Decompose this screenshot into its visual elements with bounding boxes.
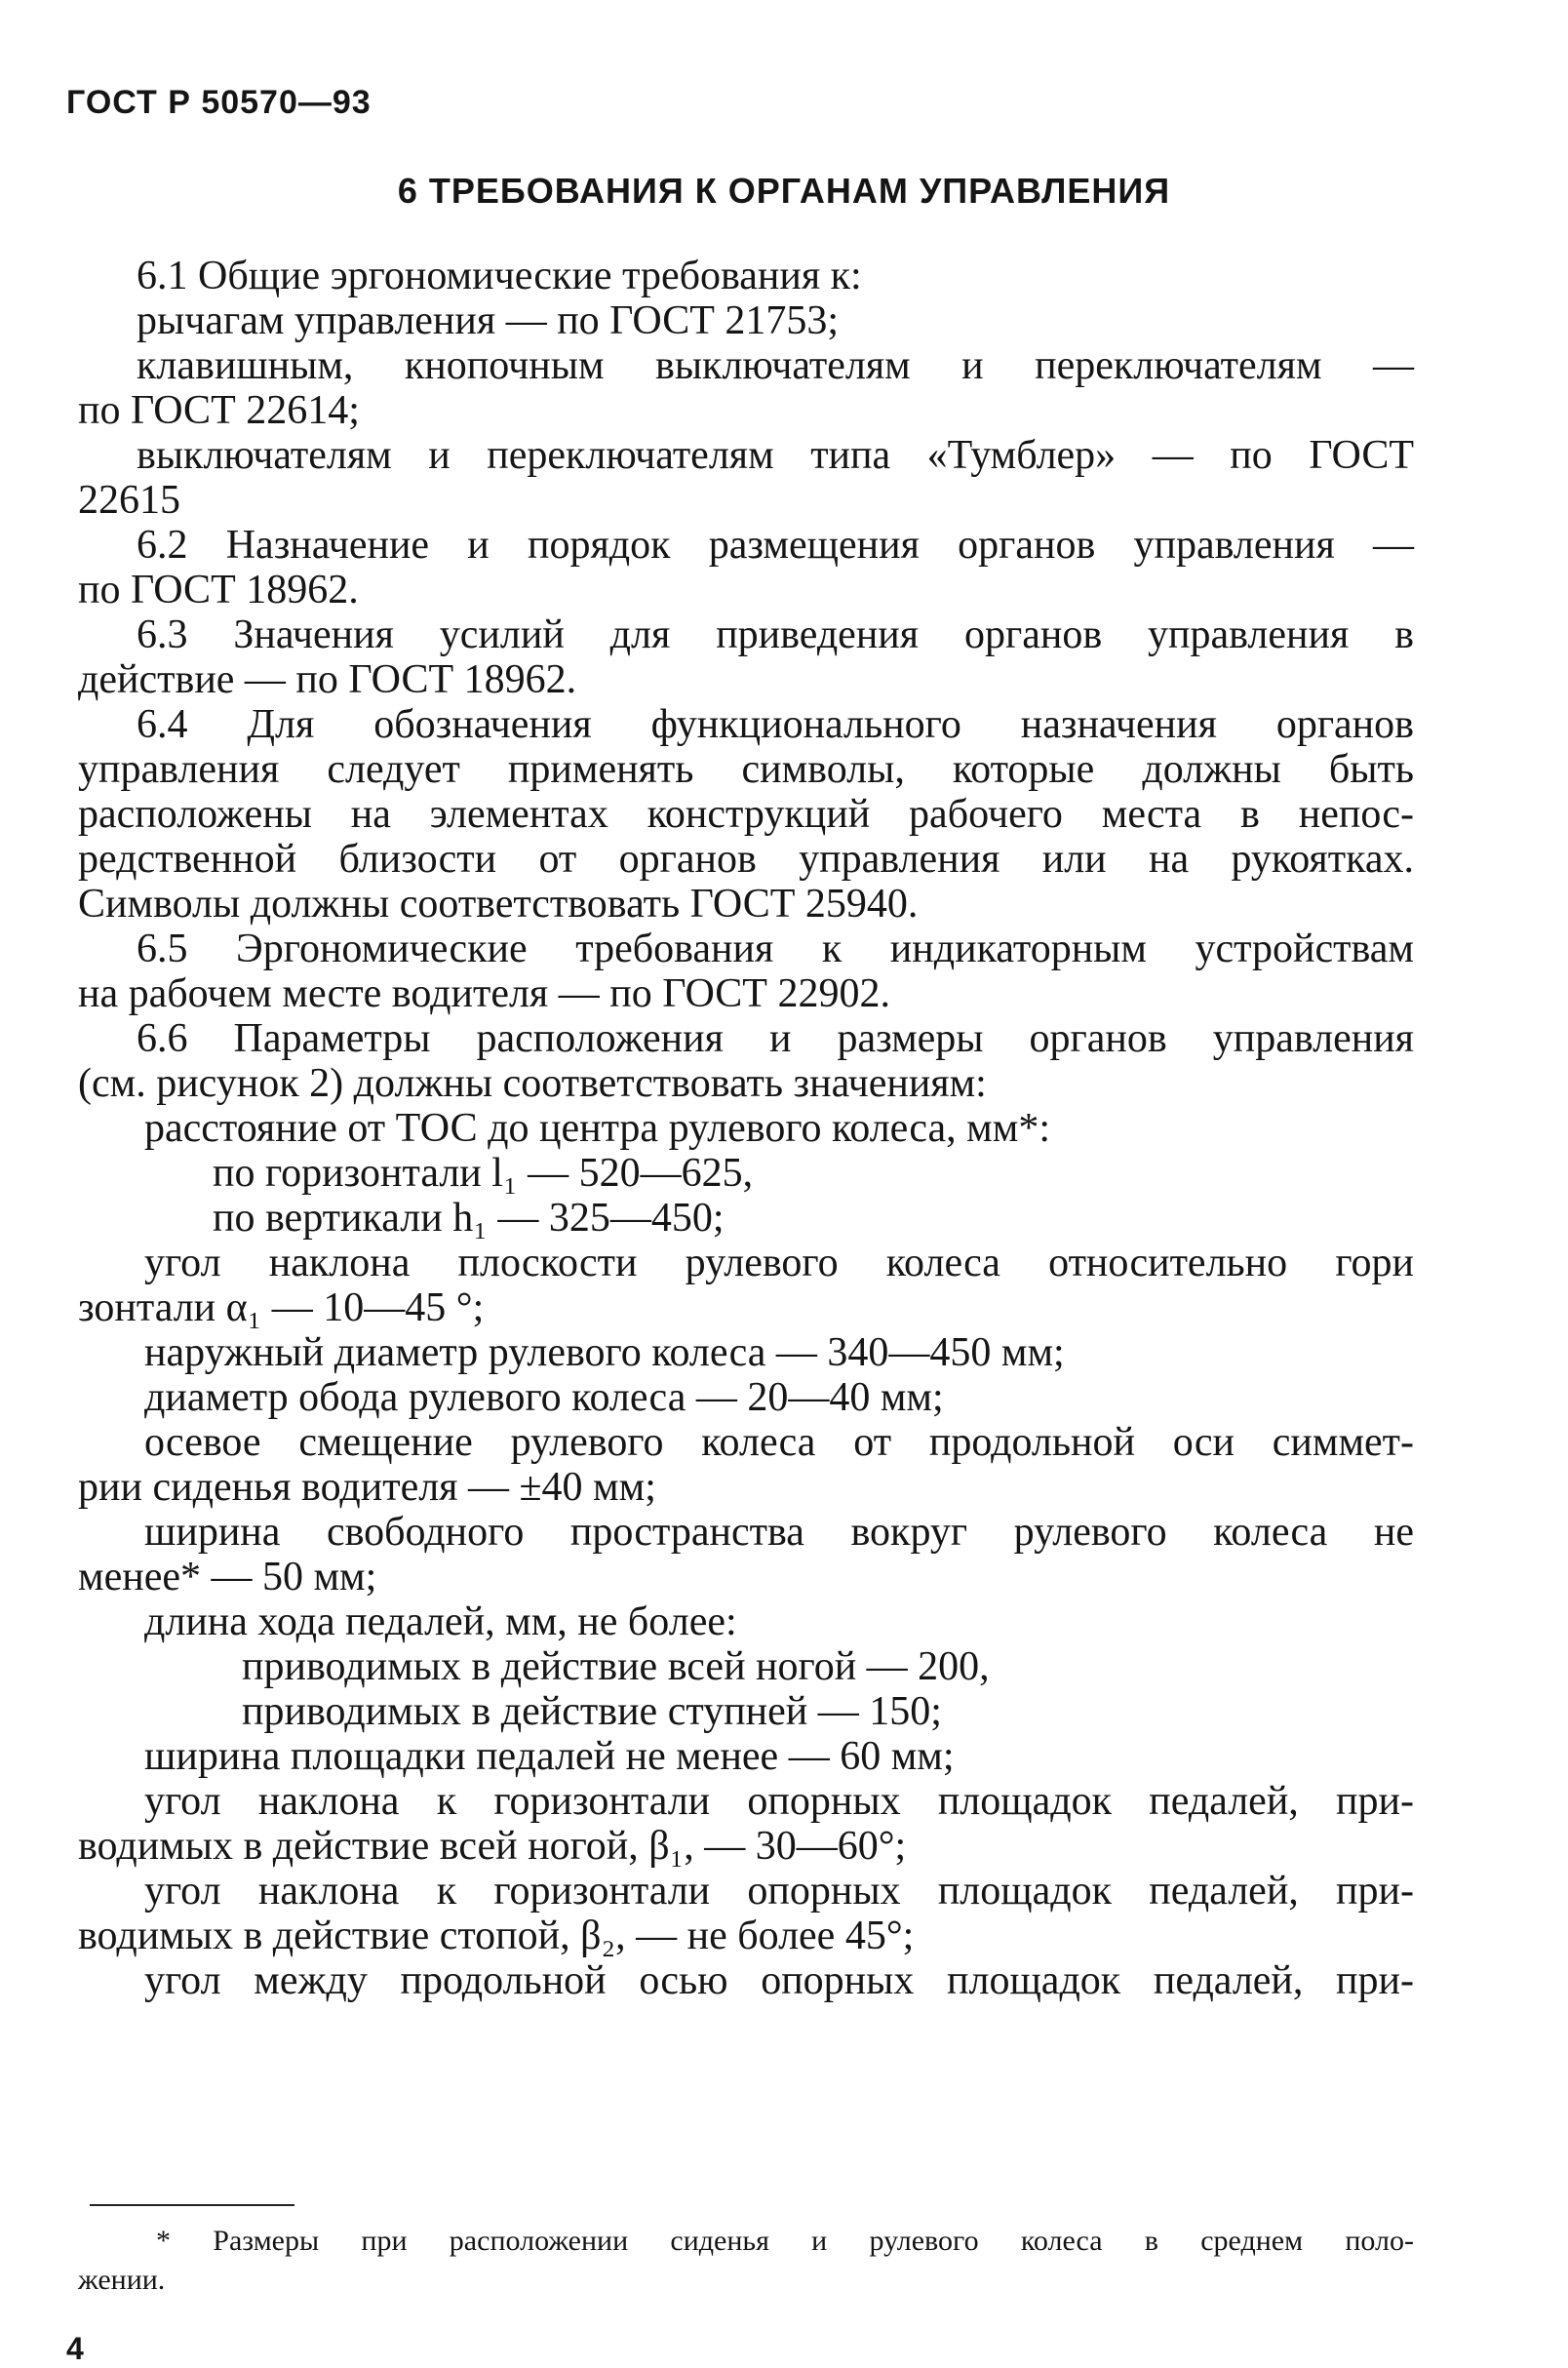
body-line: 6.5 Эргономические требования к индикаторным устройствам [137, 927, 1414, 971]
body-line: по горизонтали l₁ — 520—625, [213, 1151, 754, 1196]
body-line: 6.1 Общие эргономические требования к: [137, 254, 862, 298]
body-line: 6.2 Назначение и порядок размещения органов управления — [137, 523, 1414, 568]
body-line: рии сиденья водителя — ±40 мм; [78, 1465, 656, 1510]
body-line: по вертикали h₁ — 325—450; [213, 1196, 725, 1241]
body-line: (см. рисунок 2) должны соответствовать значениям: [78, 1061, 987, 1106]
section-heading: 6 ТРЕБОВАНИЯ К ОРГАНАМ УПРАВЛЕНИЯ [397, 171, 1171, 211]
document-header: ГОСТ Р 50570—93 [66, 84, 372, 121]
body-line: угол наклона к горизонтали опорных площадок педалей, при- [144, 1869, 1414, 1914]
body-line: по ГОСТ 18962. [78, 568, 359, 612]
body-line: ширина свободного пространства вокруг рулевого колеса не [144, 1510, 1414, 1555]
body-line: зонтали α₁ — 10—45 °; [78, 1285, 485, 1330]
body-line: 6.3 Значения усилий для приведения органов управления в [137, 612, 1414, 657]
body-line: приводимых в действие всей ногой — 200, [242, 1644, 990, 1689]
footnote-divider [90, 2204, 294, 2206]
body-line: клавишным, кнопочным выключателям и переключателям — [137, 343, 1414, 388]
body-line: Символы должны соответствовать ГОСТ 25940. [78, 882, 919, 927]
body-line: редственной близости от органов управления или на рукоятках. [78, 837, 1414, 882]
body-line: расположены на элементах конструкций рабочего места в непос- [78, 792, 1414, 837]
body-line: угол между продольной осью опорных площадок педалей, при- [144, 1958, 1414, 2003]
body-line: менее* — 50 мм; [78, 1555, 377, 1599]
body-line: длина хода педалей, мм, не более: [144, 1599, 737, 1644]
body-line: действие — по ГОСТ 18962. [78, 657, 577, 702]
page-number: 4 [66, 2331, 84, 2366]
body-line: наружный диаметр рулевого колеса — 340—450 мм; [144, 1330, 1065, 1375]
body-line: 6.6 Параметры расположения и размеры органов управления [137, 1016, 1414, 1061]
body-line: угол наклона к горизонтали опорных площадок педалей, при- [144, 1779, 1414, 1824]
body-line: угол наклона плоскости рулевого колеса относительно гори [144, 1241, 1414, 1285]
body-line: 6.4 Для обозначения функционального назначения органов [137, 702, 1414, 747]
body-line: приводимых в действие ступней — 150; [242, 1689, 942, 1734]
body-line: выключателям и переключателям типа «Тумблер» — по ГОСТ [137, 433, 1414, 478]
body-line: осевое смещение рулевого колеса от продольной оси симмет- [144, 1420, 1414, 1465]
body-line: на рабочем месте водителя — по ГОСТ 22902. [78, 971, 890, 1016]
footnote-line: * Размеры при расположении сиденья и рулевого колеса в среднем поло- [156, 2225, 1414, 2257]
body-line: расстояние от ТОС до центра рулевого колеса, мм*: [144, 1106, 1050, 1151]
footnote-line: жении. [78, 2264, 166, 2296]
body-line: по ГОСТ 22614; [78, 388, 360, 433]
body-line: ширина площадки педалей не менее — 60 мм; [144, 1734, 955, 1779]
body-line: рычагам управления — по ГОСТ 21753; [137, 298, 840, 343]
body-line: водимых в действие стопой, β₂, — не более 45°; [78, 1914, 915, 1958]
body-line: диаметр обода рулевого колеса — 20—40 мм; [144, 1375, 944, 1420]
body-line: управления следует применять символы, которые должны быть [78, 747, 1414, 792]
body-line: водимых в действие всей ногой, β₁, — 30—60°; [78, 1824, 907, 1869]
body-line: 22615 [78, 478, 180, 523]
